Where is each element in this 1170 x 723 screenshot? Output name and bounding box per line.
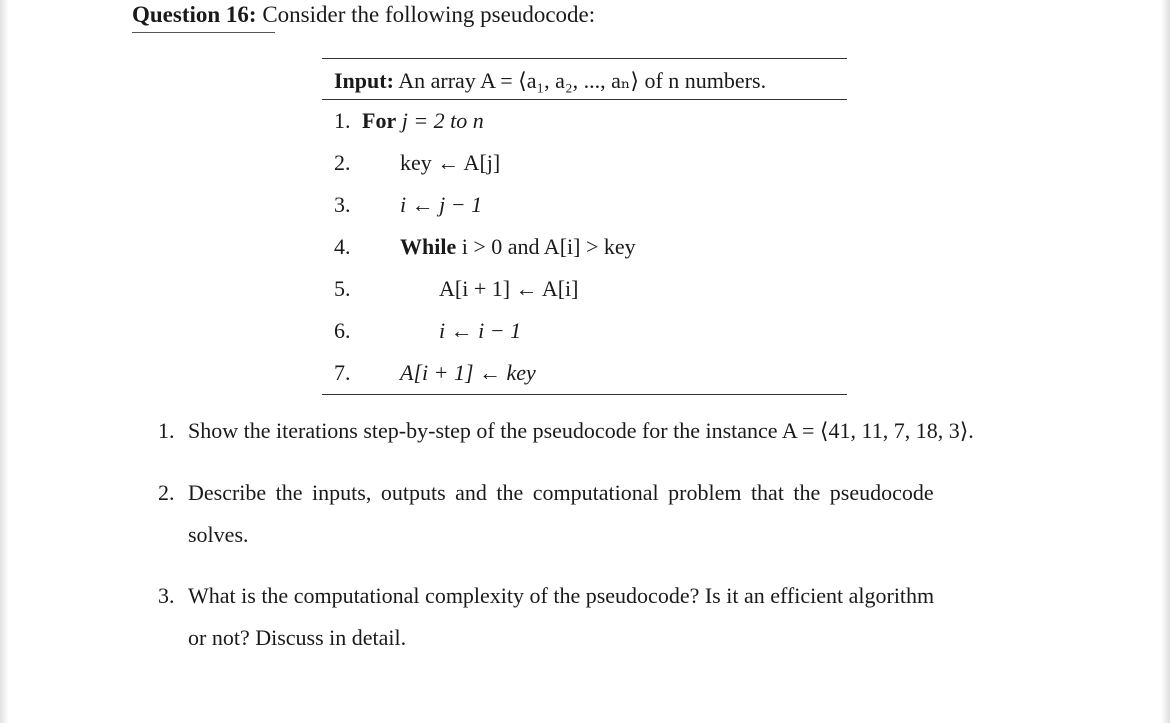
- task-text-line-1: Describe the inputs, outputs and the computational problem that the pseudocode: [188, 480, 934, 505]
- task-item-3: [158, 583, 935, 609]
- line-number: 4.: [334, 234, 351, 259]
- task-text-line-2: solves.: [188, 522, 249, 547]
- code-line-6: [334, 310, 522, 352]
- task-text-line-1: What is the computational complexity of the pseudocode? Is it an efficient algorithm: [188, 583, 935, 608]
- task-text: Show the iterations step-by-step of the pseudocode for the instance A = ⟨41, 11, 7, 18, 3⟩.: [188, 418, 974, 443]
- code-line-1: [334, 100, 484, 142]
- pseudocode-box: [322, 58, 847, 395]
- code-text: [400, 226, 636, 268]
- question-label: Question 16:: [132, 2, 257, 27]
- line-number: 5.: [334, 276, 351, 301]
- line-text: i ← j − 1: [400, 192, 483, 217]
- line-text: A[i + 1] ← A[i]: [439, 276, 579, 301]
- line-text: i ← i − 1: [439, 318, 522, 343]
- code-text: [362, 100, 484, 142]
- line-text: A[i + 1] ← key: [400, 360, 536, 385]
- input-label: Input:: [334, 68, 394, 93]
- code-line-2: [334, 142, 501, 184]
- question-label-underline: [132, 32, 275, 33]
- line-number: 2.: [334, 150, 351, 175]
- page-edge-right: [1161, 0, 1170, 723]
- task-item-1: [158, 418, 974, 444]
- line-number: 3.: [334, 192, 351, 217]
- line-number: 6.: [334, 318, 351, 343]
- code-line-3: [334, 184, 483, 226]
- question-text: Consider the following pseudocode:: [262, 2, 596, 27]
- pseudocode-input-line: [322, 59, 847, 99]
- task-item-2: [158, 480, 934, 506]
- page-edge-left: [0, 0, 9, 723]
- keyword-while: While: [400, 234, 457, 259]
- task-number: 1.: [158, 418, 175, 443]
- question-heading: [132, 2, 595, 28]
- task-text-line-2: or not? Discuss in detail.: [188, 625, 407, 650]
- task-number: 2.: [158, 480, 175, 505]
- pseudocode-lines: [322, 100, 847, 394]
- input-text: An array A = ⟨a₁, a₂, ..., aₙ⟩ of n numbers.: [398, 68, 767, 93]
- bottom-rule: [322, 394, 847, 395]
- line-text: key ← A[j]: [400, 150, 501, 175]
- code-line-4: [334, 226, 636, 268]
- code-line-5: [334, 268, 579, 310]
- task-number: 3.: [158, 583, 175, 608]
- code-line-7: [334, 352, 536, 394]
- line-text: j = 2 to n: [401, 108, 484, 133]
- line-text: i > 0 and A[i] > key: [461, 234, 636, 259]
- line-number: 7.: [334, 360, 351, 385]
- line-number: 1.: [334, 108, 351, 133]
- keyword-for: For: [362, 108, 397, 133]
